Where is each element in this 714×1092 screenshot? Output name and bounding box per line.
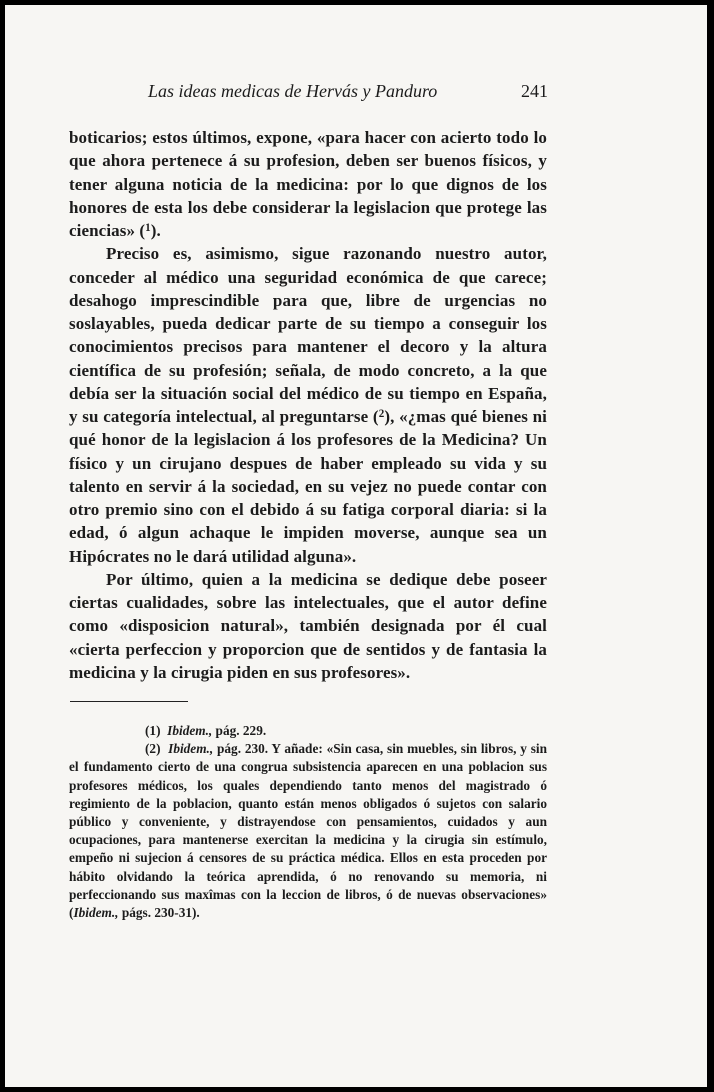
book-page — [5, 5, 707, 1087]
footnote-2-text: pág. 230. Y añade: «Sin casa, sin muebles, sin libros, y sin el fundamento cierto de una congrua subsistencia aparecen en una poblacion sus profesores médicos, los quales dependiendo tanto menos del magistrado ó regimiento de la poblacion, quanto están menos obligados ó sujetos con salario público y conveniente, y distrayendose con pensamientos, cuidados y aun ocupaciones, para mantenerse exercitan la medicina y la cirugia sin estímulo, empeño ni sujecion á censores de su práctica médica. Ellos en esta proceden por hábito olvidando la teórica aprendida, ó no renovando su memoria, ni perfeccionando sus maxîmas con la leccion de libros, ó de nuevas observaciones» ( — [69, 741, 547, 921]
footnote-2-marker: (2) — [145, 741, 161, 757]
footnote-ref-2: 2 — [378, 408, 385, 421]
main-text — [69, 126, 547, 684]
footnote-separator — [70, 701, 188, 702]
paragraph-2-text-a: Preciso es, asimismo, sigue razonando nuestro autor, conceder al médico una seguridad económica de que carece; desahogo imprescindible para que, libre de urgencias no soslayables, pueda dedicar parte de su tiempo a conseguir los conocimientos precisos para mantener el decoro y la altura científica de su profesión; señala, de modo concreto, a la que debía ser la situación social del médico de su tiempo en España, y su categoría intelectual, al preguntarse ( — [69, 244, 547, 426]
paragraph-2-text-b: ), «¿mas qué bienes ni qué honor de la legislacion á los profesores de la Medicina? Un físico y un cirujano despues de haber empleado su vida y su talento en servir á la sociedad, en su vejez no puede contar con otro premio sino con el debido á su fatiga corporal diaria: si la edad, ó algun achaque le impiden moverse, aunque sea un Hipócrates no le dará utilidad alguna». — [69, 407, 548, 566]
footnote-2-end: págs. 230-31). — [118, 905, 200, 921]
footnote-2-cite: Ibidem., — [73, 905, 119, 921]
paragraph-1-text: boticarios; estos últimos, expone, «para hacer con acierto todo lo que ahora pertenece á su profesion, deben ser buenos físicos, y tener alguna noticia de la medicina: por lo que dignos de los honores de esta los debe considerar la legislacion que protege las ciencias» ( — [69, 128, 547, 240]
footnote-1-text: pág. 229. — [212, 723, 267, 738]
footnote-1-marker: (1) — [145, 723, 161, 738]
paragraph-2 — [69, 242, 547, 568]
footnotes — [69, 722, 547, 922]
running-header — [148, 81, 548, 105]
paragraph-3: Por último, quien a la medicina se dedique debe poseer ciertas cualidades, sobre las intelectuales, que el autor define como «disposicion natural», también designada por él cual «cierta perfeccion y proporcion que de sentidos y de fantasia la medicina y la cirugia piden en sus profesores». — [69, 569, 547, 682]
footnote-ref-1: 1 — [145, 222, 151, 235]
footnote-1 — [69, 722, 547, 740]
paragraph-1 — [69, 126, 547, 242]
page-number: 241 — [521, 81, 548, 101]
running-title: Las ideas medicas de Hervás y Panduro — [148, 81, 438, 101]
footnote-2 — [69, 740, 547, 922]
paragraph-1-end: ). — [150, 221, 161, 240]
footnote-2-source: Ibidem., — [168, 741, 214, 757]
footnote-1-source: Ibidem., — [167, 723, 213, 738]
